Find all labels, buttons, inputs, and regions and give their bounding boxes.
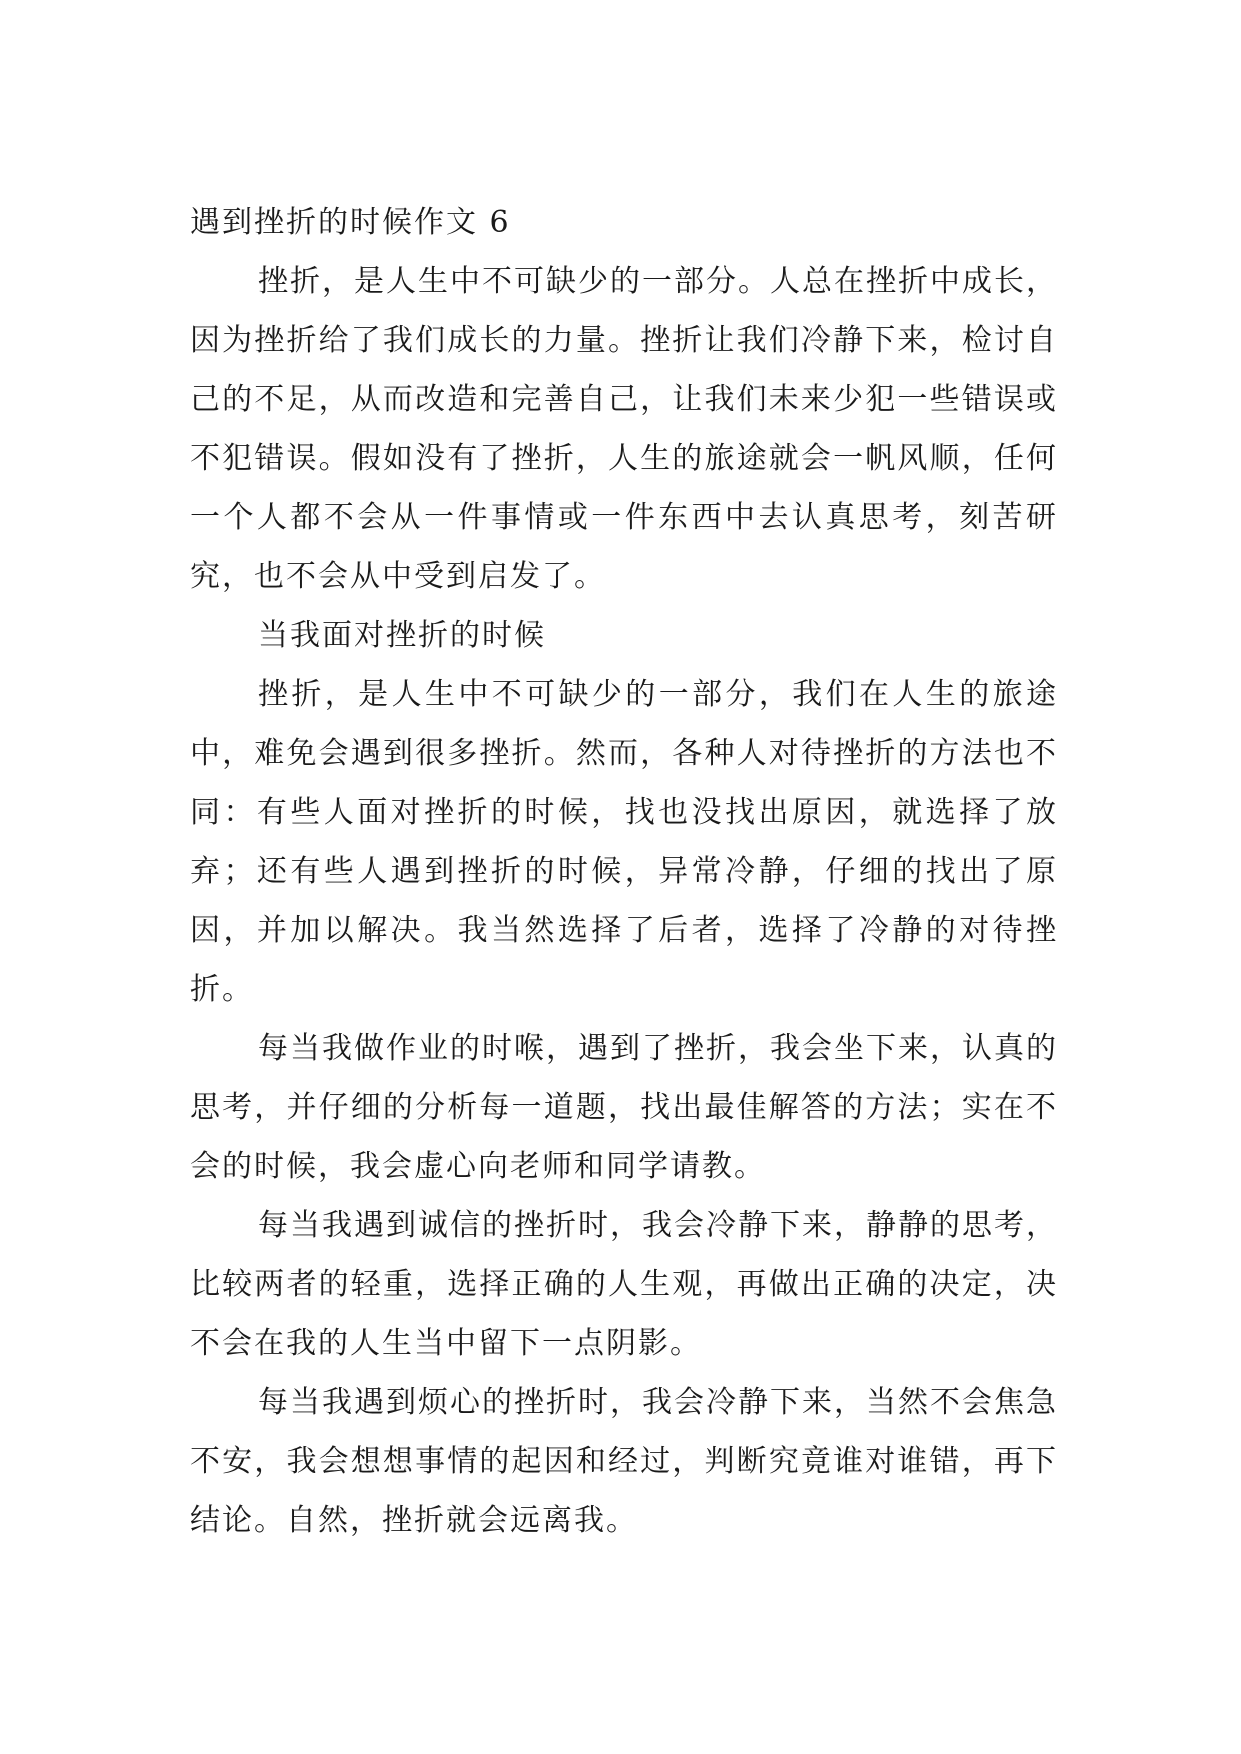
paragraph-methods: 挫折，是人生中不可缺少的一部分，我们在人生的旅途中，难免会遇到很多挫折。然而，各种人对待挫折的方法也不同：有些人面对挫折的时候，找也没找出原因，就选择了放弃；还有些人遇到挫折的时候，异常冷静，仔细的找出了原因，并加以解决。我当然选择了后者，选择了冷静的对待挫折。: [190, 677, 1058, 1007]
paragraph-homework: 每当我做作业的时喉，遇到了挫折，我会坐下来，认真的思考，并仔细的分析每一道题，找出最佳解答的方法；实在不会的时候，我会虚心向老师和同学请教。: [190, 1031, 1058, 1184]
section-heading: 当我面对挫折的时候: [258, 618, 546, 653]
paragraph-intro: 挫折，是人生中不可缺少的一部分。人总在挫折中成长，因为挫折给了我们成长的力量。挫折让我们冷静下来，检讨自己的不足，从而改造和完善自己，让我们未来少犯一些错误或不犯错误。假如没有了挫折，人生的旅途就会一帆风顺，任何一个人都不会从一件事情或一件东西中去认真思考，刻苦研究，也不会从中受到启发了。: [190, 264, 1058, 594]
document-title: 遇到挫折的时候作文 6: [190, 205, 511, 240]
document-body: [190, 193, 1058, 1550]
paragraph-integrity: 每当我遇到诚信的挫折时，我会冷静下来，静静的思考，比较两者的轻重，选择正确的人生观，再做出正确的决定，决不会在我的人生当中留下一点阴影。: [190, 1208, 1058, 1361]
paragraph-conclusion: 每当我遇到烦心的挫折时，我会冷静下来，当然不会焦急不安，我会想想事情的起因和经过，判断究竟谁对谁错，再下结论。自然，挫折就会远离我。: [190, 1385, 1058, 1538]
